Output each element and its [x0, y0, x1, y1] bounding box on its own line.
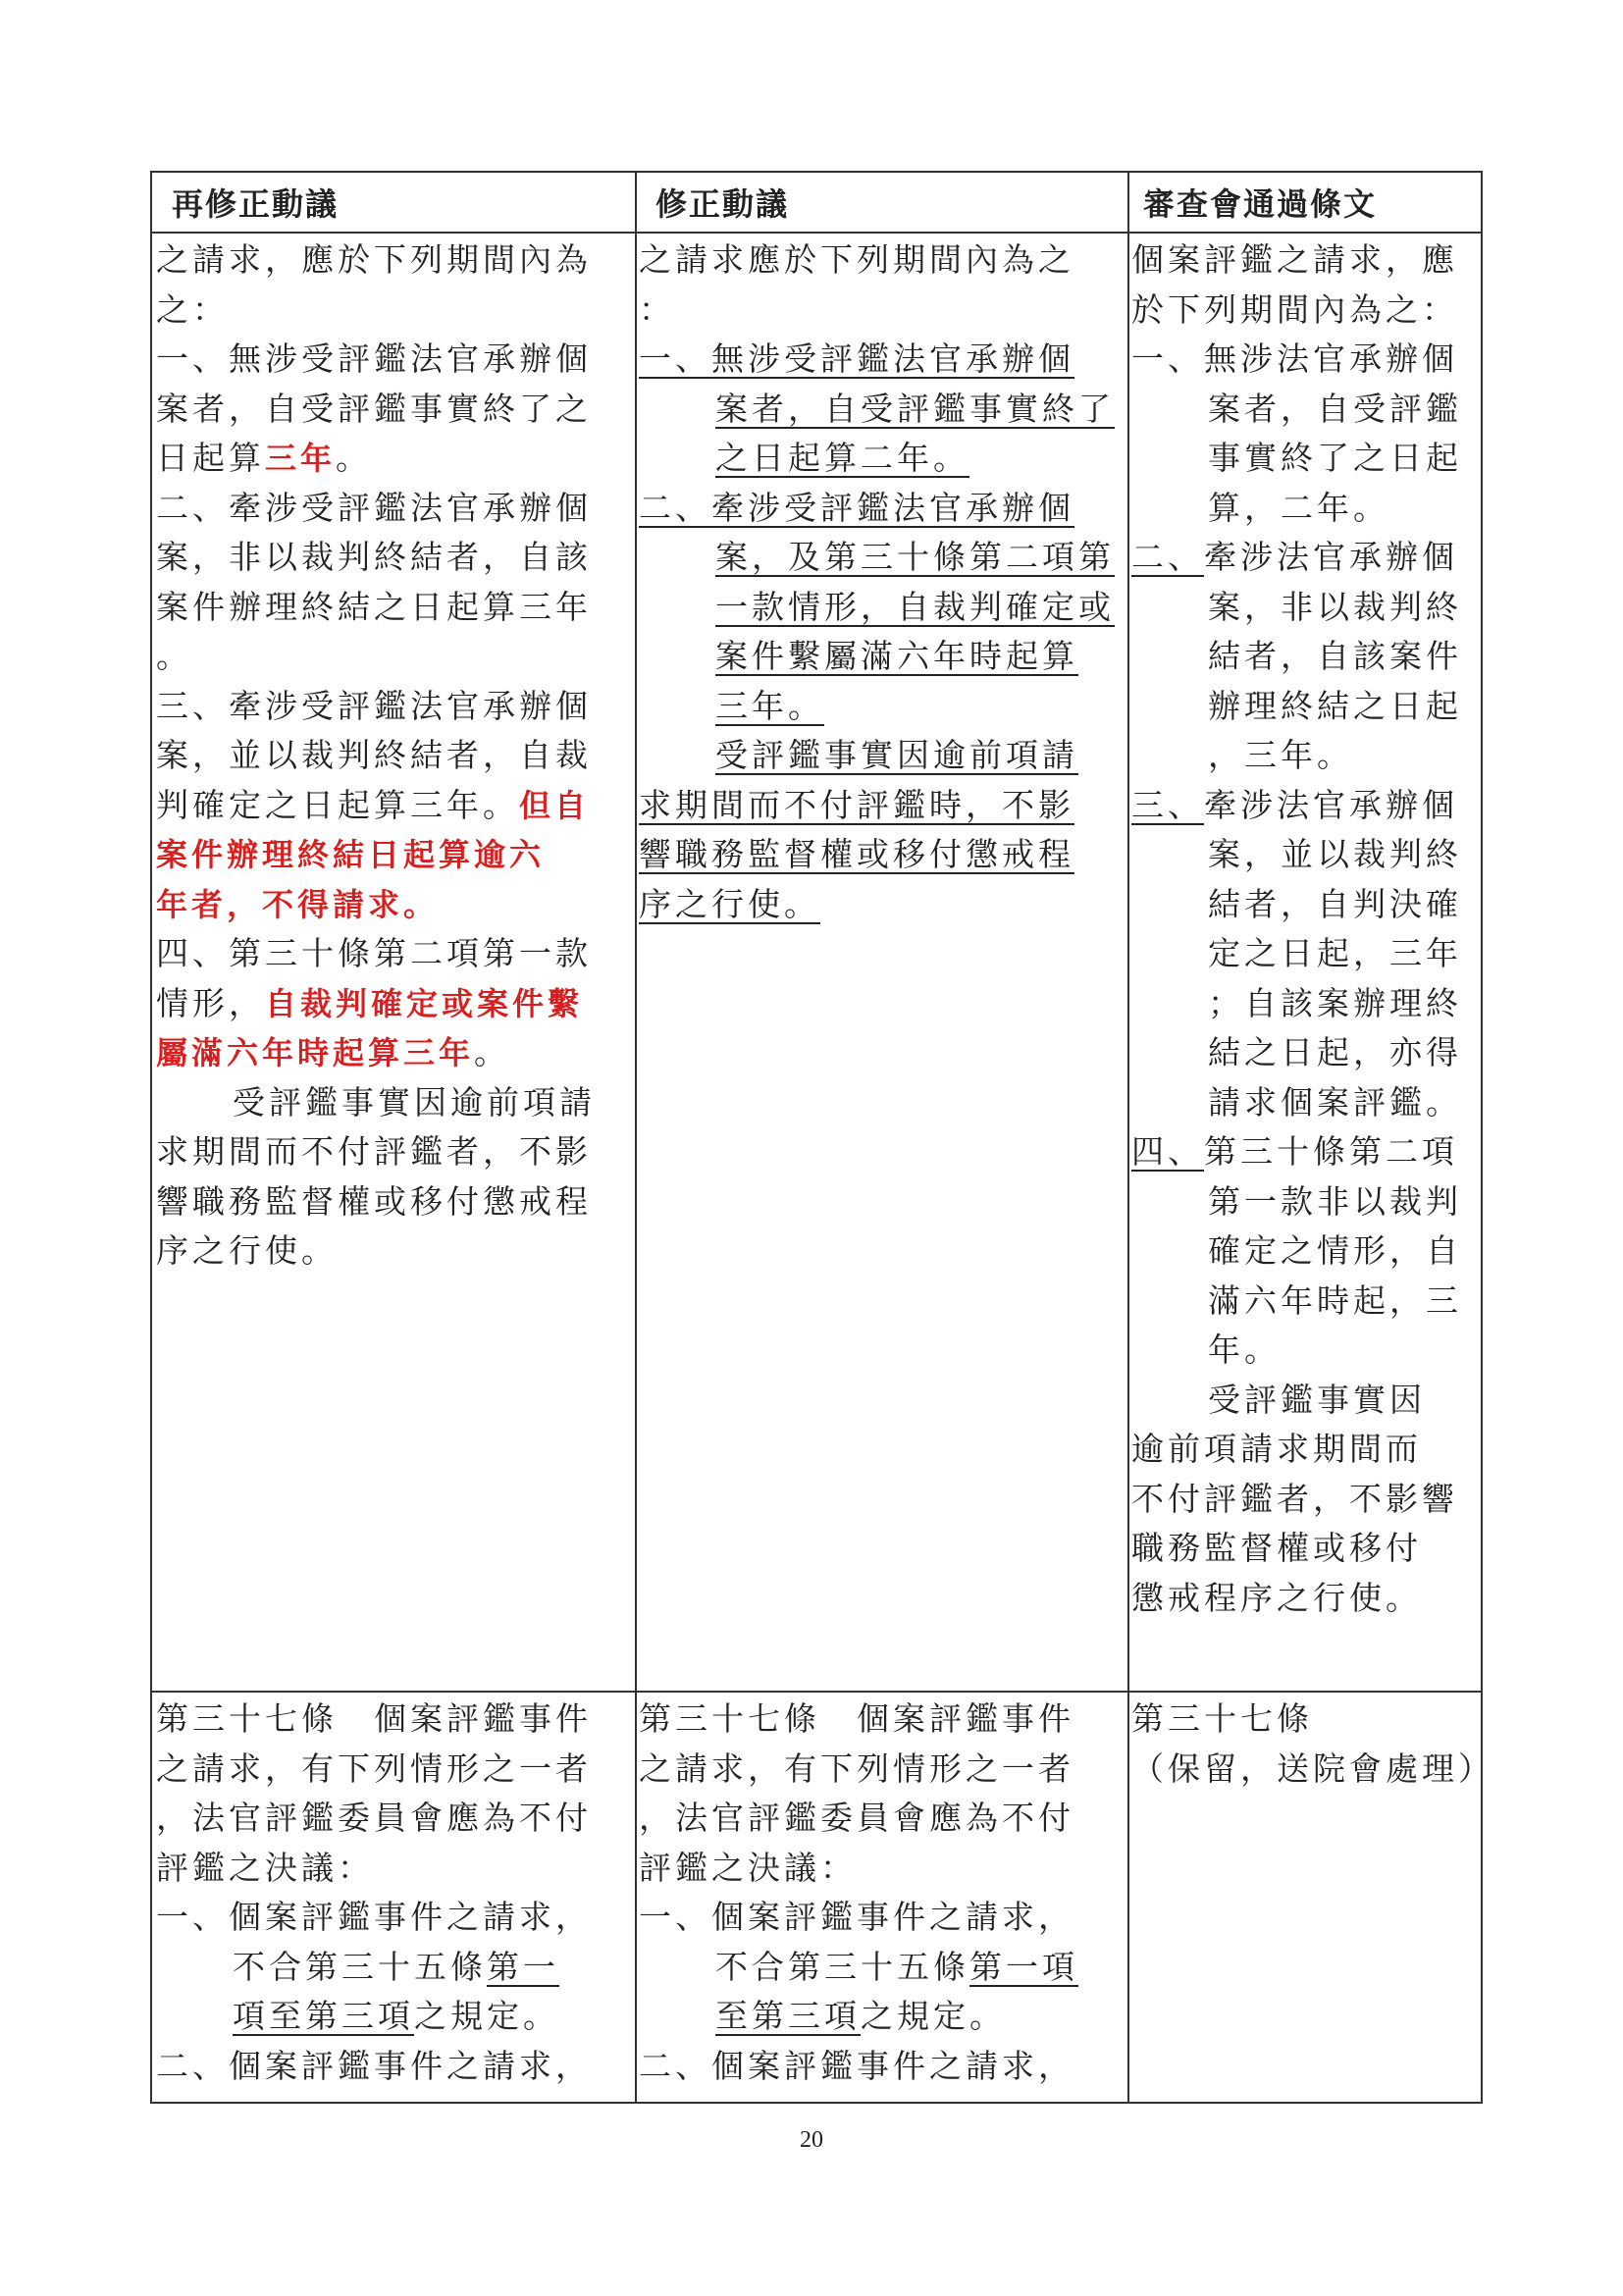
text-line: [156, 335, 633, 385]
text-segment: 案，及第三十條第二項第: [715, 538, 1115, 576]
column-divider: [1127, 173, 1129, 2102]
text-segment: 。: [156, 637, 192, 675]
text-segment: 案件辦理終結日起算逾六: [156, 836, 546, 873]
text-line: [639, 1695, 1126, 1745]
header-amendment: 修正動議: [655, 185, 790, 223]
text-segment: 辦理終結之日起: [1208, 686, 1462, 725]
text-line: [156, 1794, 633, 1844]
text-line: [639, 533, 1126, 583]
text-line: [1131, 979, 1481, 1029]
text-segment: 評鑑之決議：: [639, 1848, 857, 1887]
text-segment: 第一項: [969, 1947, 1078, 1986]
text-segment: 三、牽涉受評鑑法官承辦個: [156, 686, 592, 725]
text-line: [1131, 235, 1481, 286]
text-segment: 。: [336, 439, 373, 477]
text-segment: 不合第三十五條: [233, 1947, 487, 1986]
text-segment: 於下列期間內為之：: [1131, 289, 1458, 329]
text-segment: ；自該案辦理終: [1208, 983, 1462, 1022]
text-segment: 第三十七條: [1131, 1699, 1313, 1738]
text-segment: 第一: [487, 1947, 559, 1986]
text-segment: 自裁判確定或案件繫: [265, 984, 584, 1022]
text-segment: 之規定。: [861, 1997, 1006, 2035]
text-line: [1131, 1524, 1481, 1574]
text-segment: 之日起算二年。: [715, 439, 969, 477]
text-line: [156, 2042, 633, 2092]
text-segment: 之請求應於下列期間內為之: [639, 240, 1074, 279]
row2-col3-cell: [1131, 1695, 1494, 1794]
text-line: [156, 929, 633, 979]
text-segment: 情形，: [156, 983, 265, 1022]
text-segment: 案，非以裁判終結者，自該: [156, 538, 592, 576]
text-line: [1131, 632, 1481, 682]
text-segment: 之規定。: [414, 1997, 559, 2035]
text-segment: 屬滿六年時起算三年: [156, 1034, 475, 1071]
text-line: [1131, 1277, 1481, 1327]
text-line: [156, 434, 633, 484]
text-line: [1131, 1745, 1494, 1795]
text-segment: 逾前項請求期間而: [1131, 1430, 1422, 1468]
header-committee-text: 審查會通過條文: [1143, 185, 1378, 223]
text-line: [1131, 1695, 1481, 1745]
page-number: 20: [800, 2127, 823, 2153]
text-segment: 案，並以裁判終: [1208, 835, 1462, 873]
text-segment: 二、個案評鑑事件之請求，: [156, 2046, 592, 2085]
text-line: [156, 632, 633, 682]
text-line: [156, 1893, 633, 1943]
text-segment: 第三十七條 個案評鑑事件: [639, 1699, 1074, 1738]
text-line: [1131, 880, 1481, 930]
text-line: [156, 1745, 633, 1795]
text-line: [156, 979, 633, 1029]
text-segment: 案者，自受評鑑: [1208, 389, 1462, 428]
text-segment: 一、無涉受評鑑法官承辦個: [156, 339, 592, 378]
text-segment: 結者，自該案件: [1208, 637, 1462, 675]
text-line: [639, 484, 1126, 534]
text-segment: 年者，不得請求。: [156, 885, 440, 923]
row1-col1-cell: [156, 235, 633, 1277]
text-line: [639, 335, 1126, 385]
text-line: [1131, 286, 1481, 336]
text-segment: 確定之情形，自: [1208, 1231, 1462, 1270]
text-segment: 二、個案評鑑事件之請求，: [639, 2046, 1074, 2085]
text-segment: ，法官評鑑委員會應為不付: [639, 1799, 1074, 1837]
text-line: [156, 1695, 633, 1745]
text-line: [1131, 1127, 1481, 1177]
text-line: [1131, 1425, 1481, 1475]
text-line: [156, 1078, 633, 1128]
text-segment: 序之行使。: [639, 884, 820, 923]
text-line: [639, 583, 1126, 633]
text-line: [639, 1794, 1126, 1844]
text-segment: 牽涉法官承辦個: [1204, 785, 1458, 824]
text-segment: 求期間而不付評鑑時，不影: [639, 785, 1074, 824]
text-line: [156, 731, 633, 781]
text-segment: 年。: [1208, 1331, 1281, 1369]
text-line: [1131, 1574, 1481, 1624]
text-line: [639, 1943, 1126, 1993]
text-segment: 四、: [1131, 1132, 1204, 1171]
text-segment: 案，並以裁判終結者，自裁: [156, 736, 592, 774]
text-line: [1131, 385, 1481, 435]
text-line: [1131, 484, 1481, 534]
text-line: [1131, 1376, 1481, 1426]
row1-col3-cell: [1131, 235, 1481, 1623]
text-line: [639, 286, 1126, 336]
text-segment: 懲戒程序之行使。: [1131, 1578, 1422, 1617]
text-segment: 受評鑑事實因逾前項請: [233, 1082, 596, 1122]
text-line: [639, 682, 1126, 732]
text-line: [1131, 533, 1481, 583]
text-line: [639, 1992, 1126, 2042]
header-re-amendment: 再修正動議: [172, 185, 340, 223]
text-segment: 響職務監督權或移付懲戒程: [639, 835, 1074, 873]
text-segment: 之：: [156, 289, 229, 329]
text-line: [1131, 929, 1481, 979]
text-line: [156, 682, 633, 732]
text-line: [639, 781, 1126, 831]
text-segment: 求期間而不付評鑑者，不影: [156, 1132, 592, 1171]
text-segment: 算，二年。: [1208, 488, 1389, 527]
row2-col1-cell: [156, 1695, 633, 2091]
text-segment: 事實終了之日起: [1208, 439, 1462, 477]
text-segment: 第三十條第二項: [1204, 1132, 1458, 1171]
text-segment: 三年。: [715, 686, 824, 725]
text-line: [1131, 1028, 1481, 1078]
text-segment: 職務監督權或移付: [1131, 1529, 1422, 1567]
text-line: [156, 830, 633, 880]
row1-col2-cell: [639, 235, 1126, 929]
text-segment: 評鑑之決議：: [156, 1848, 374, 1887]
text-segment: 請求個案評鑑。: [1208, 1082, 1462, 1122]
text-segment: 一、個案評鑑事件之請求，: [156, 1898, 592, 1936]
text-line: [156, 1943, 633, 1993]
text-segment: 三年: [265, 440, 337, 477]
text-segment: 序之行使。: [156, 1231, 338, 1270]
text-line: [1131, 1177, 1481, 1227]
text-line: [156, 1127, 633, 1177]
text-line: [639, 2042, 1126, 2092]
text-segment: 日起算: [156, 439, 265, 477]
text-line: [1131, 335, 1481, 385]
text-segment: 之請求，有下列情形之一者: [156, 1748, 592, 1788]
text-segment: 定之日起，三年: [1208, 934, 1462, 972]
text-segment: 至第三項: [715, 1997, 861, 2035]
text-line: [1131, 1326, 1481, 1376]
text-line: [156, 1844, 633, 1894]
text-segment: （保留，送院會處理）: [1131, 1748, 1494, 1788]
text-segment: 一款情形，自裁判確定或: [715, 587, 1115, 626]
text-line: [156, 1992, 633, 2042]
text-line: [639, 632, 1126, 682]
text-segment: 四、第三十條第二項第一款: [156, 934, 592, 972]
text-line: [156, 1226, 633, 1277]
text-segment: 案，非以裁判終: [1208, 587, 1462, 626]
text-line: [156, 533, 633, 583]
text-line: [156, 781, 633, 831]
text-line: [639, 385, 1126, 435]
text-line: [639, 1745, 1126, 1795]
text-segment: 案者，自受評鑑事實終了之: [156, 389, 592, 428]
text-segment: ，法官評鑑委員會應為不付: [156, 1799, 592, 1837]
text-segment: ，三年。: [1208, 736, 1353, 774]
text-line: [639, 434, 1126, 484]
text-segment: 二、牽涉受評鑑法官承辦個: [156, 488, 592, 527]
text-segment: 但自: [519, 786, 591, 824]
comparison-table: [150, 171, 1494, 2104]
text-line: [156, 235, 633, 286]
text-segment: 項至第三項: [233, 1997, 414, 2035]
text-segment: 一、個案評鑑事件之請求，: [639, 1898, 1074, 1936]
text-line: [639, 830, 1126, 880]
text-line: [1131, 434, 1481, 484]
text-segment: 案件辦理終結之日起算三年: [156, 587, 592, 626]
text-segment: 牽涉法官承辦個: [1204, 538, 1458, 576]
text-segment: 判確定之日起算三年。: [156, 785, 519, 824]
text-line: [1131, 781, 1481, 831]
text-line: [639, 235, 1126, 286]
text-line: [156, 385, 633, 435]
text-segment: 響職務監督權或移付懲戒程: [156, 1181, 592, 1221]
text-segment: 二、牽涉受評鑑法官承辦個: [639, 488, 1074, 527]
text-segment: 之請求，應於下列期間內為: [156, 240, 592, 279]
text-segment: 受評鑑事實因: [1208, 1380, 1426, 1419]
text-line: [1131, 682, 1481, 732]
text-segment: 。: [474, 1033, 511, 1071]
row-divider: [152, 1691, 1481, 1693]
column-divider: [635, 173, 637, 2102]
text-line: [639, 1844, 1126, 1894]
text-segment: 案件繫屬滿六年時起算: [715, 637, 1078, 675]
text-segment: 案者，自受評鑑事實終了: [715, 389, 1115, 428]
text-line: [1131, 830, 1481, 880]
text-segment: 不合第三十五條: [715, 1947, 969, 1986]
text-segment: 個案評鑑之請求，應: [1131, 240, 1458, 279]
text-segment: 一、無涉法官承辦個: [1131, 339, 1458, 378]
text-segment: 結之日起，亦得: [1208, 1033, 1462, 1071]
text-line: [1131, 1078, 1481, 1128]
text-line: [639, 731, 1126, 781]
text-segment: 之請求，有下列情形之一者: [639, 1748, 1074, 1788]
text-line: [156, 286, 633, 336]
text-line: [156, 484, 633, 534]
text-line: [156, 880, 633, 930]
text-segment: ：: [639, 289, 675, 329]
text-line: [639, 1893, 1126, 1943]
text-line: [639, 880, 1126, 930]
text-segment: 受評鑑事實因逾前項請: [715, 736, 1078, 774]
text-segment: 滿六年時起，三: [1208, 1280, 1462, 1320]
text-segment: 第一款非以裁判: [1208, 1181, 1462, 1221]
row2-col2-cell: [639, 1695, 1126, 2091]
text-line: [156, 583, 633, 633]
text-line: [156, 1177, 633, 1227]
text-segment: 一、無涉受評鑑法官承辦個: [639, 339, 1074, 378]
text-segment: 二、: [1131, 538, 1204, 576]
text-line: [1131, 731, 1481, 781]
table-header-row: [152, 173, 1481, 234]
text-segment: 三、: [1131, 785, 1204, 824]
text-segment: 結者，自判決確: [1208, 884, 1462, 923]
text-line: [156, 1028, 633, 1078]
text-line: [1131, 1475, 1481, 1525]
text-segment: 不付評鑑者，不影響: [1131, 1479, 1458, 1518]
text-segment: 第三十七條 個案評鑑事件: [156, 1699, 592, 1738]
text-line: [1131, 583, 1481, 633]
text-line: [1131, 1226, 1481, 1277]
